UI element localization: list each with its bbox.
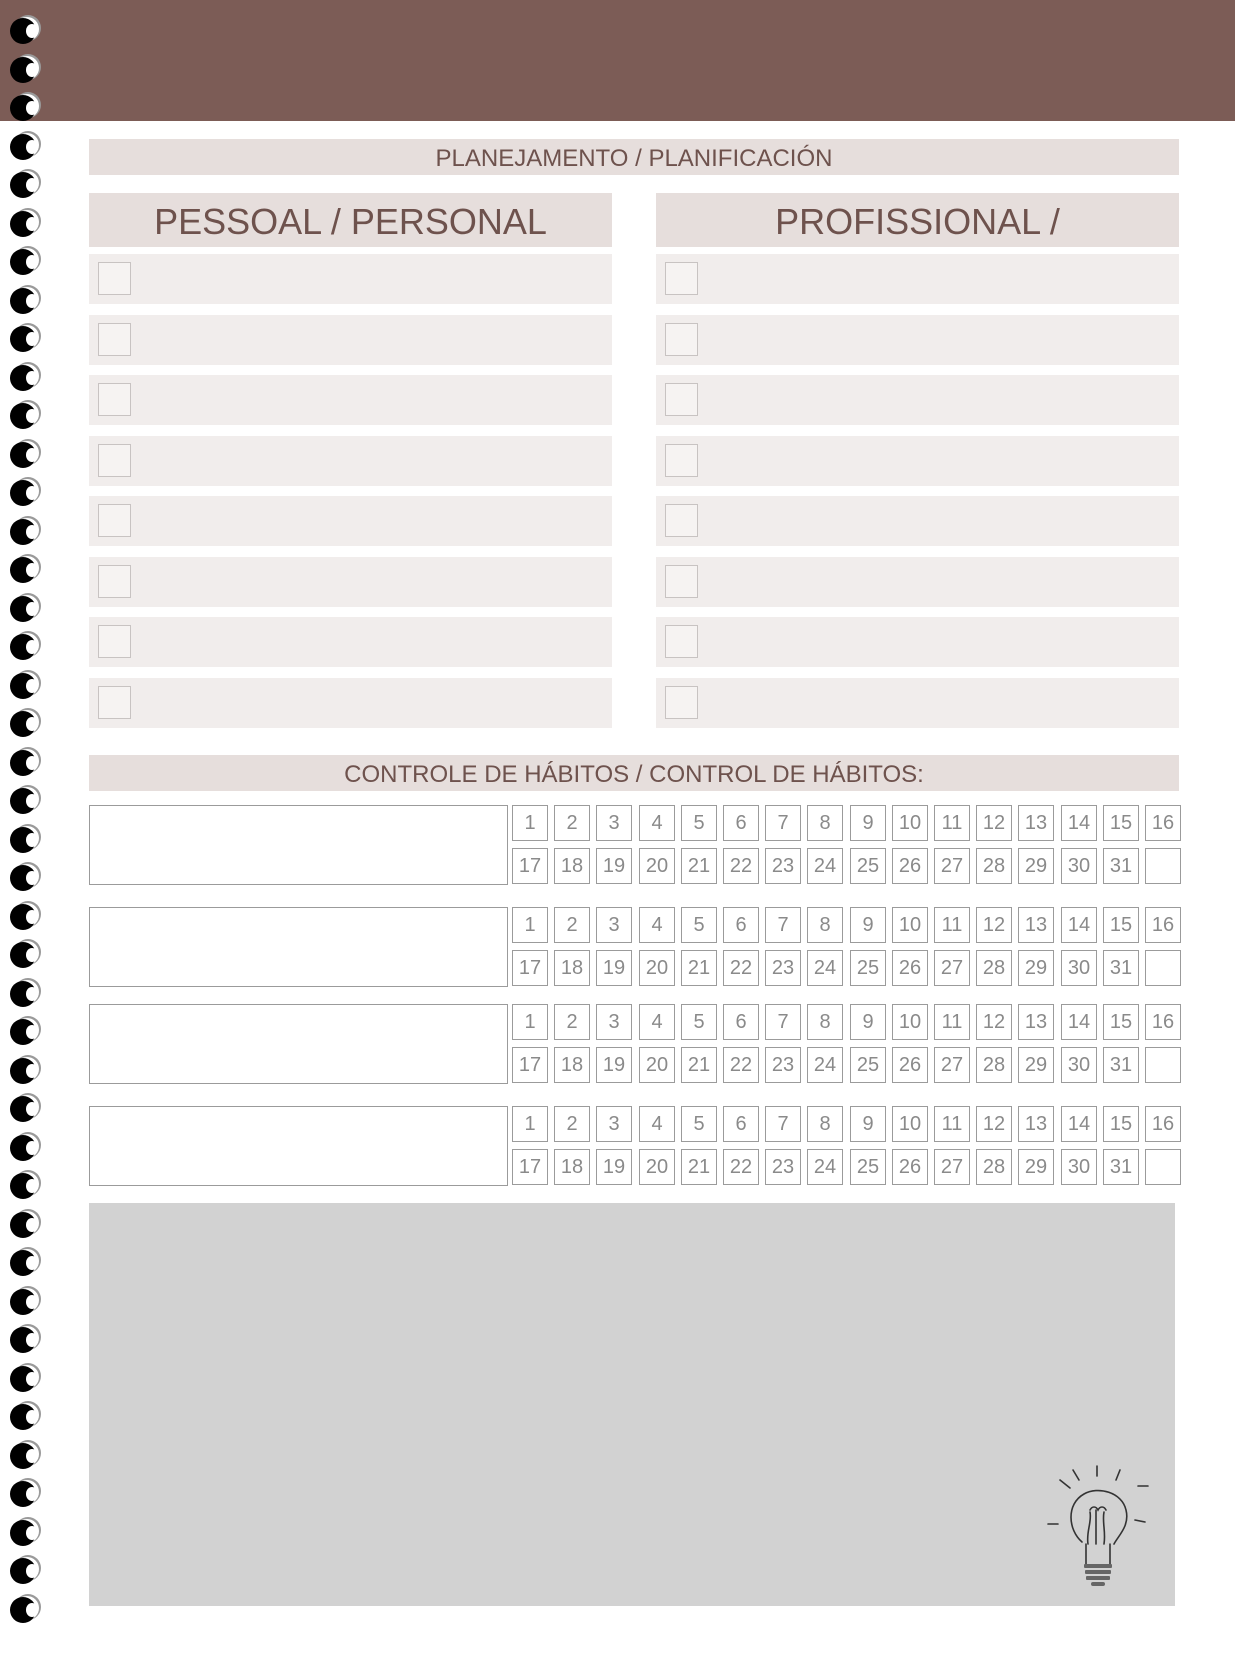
habit-day-cell[interactable]: 30: [1061, 1149, 1097, 1185]
habit-name-field[interactable]: [89, 805, 508, 885]
habit-day-cell[interactable]: 30: [1061, 848, 1097, 884]
habit-day-cell[interactable]: 18: [554, 1149, 590, 1185]
habit-day-cell[interactable]: 20: [639, 1047, 675, 1083]
spiral-ring: [10, 1212, 36, 1238]
spiral-ring: [10, 557, 36, 583]
habit-day-cell[interactable]: 3: [596, 1004, 632, 1040]
habit-tracker-row: [89, 907, 1179, 989]
spiral-ring: [10, 1173, 36, 1199]
habit-day-cell[interactable]: 23: [765, 848, 801, 884]
habit-day-cell[interactable]: 10: [892, 1004, 928, 1040]
habit-day-cell[interactable]: 31: [1103, 1149, 1139, 1185]
habit-day-cell[interactable]: 19: [596, 950, 632, 986]
habit-day-cell[interactable]: 26: [892, 848, 928, 884]
task-checkbox[interactable]: [98, 565, 131, 598]
habit-day-cell[interactable]: 24: [807, 1149, 843, 1185]
habit-day-cell[interactable]: 1: [512, 805, 548, 841]
spiral-ring: [10, 134, 36, 160]
spiral-ring: [10, 942, 36, 968]
habit-day-cell[interactable]: 16: [1145, 1106, 1181, 1142]
habit-day-cell[interactable]: 20: [639, 848, 675, 884]
habit-day-cell[interactable]: 1: [512, 1106, 548, 1142]
task-checkbox[interactable]: [98, 383, 131, 416]
task-checkbox[interactable]: [665, 323, 698, 356]
habit-day-cell[interactable]: 27: [934, 950, 970, 986]
habit-day-cell[interactable]: 18: [554, 848, 590, 884]
habit-day-cell[interactable]: 19: [596, 848, 632, 884]
habit-day-cell[interactable]: 23: [765, 950, 801, 986]
habit-day-cell[interactable]: 16: [1145, 907, 1181, 943]
habit-day-cell[interactable]: 7: [765, 1106, 801, 1142]
task-row[interactable]: [89, 678, 612, 728]
spiral-ring: [10, 904, 36, 930]
spiral-ring: [10, 403, 36, 429]
task-row[interactable]: [89, 254, 612, 304]
habit-day-cell[interactable]: 12: [976, 805, 1012, 841]
habit-day-cell[interactable]: 30: [1061, 950, 1097, 986]
task-checkbox[interactable]: [98, 323, 131, 356]
habit-day-cell[interactable]: 6: [723, 1106, 759, 1142]
habit-tracker-row: [89, 1106, 1179, 1188]
habit-day-cell[interactable]: 25: [850, 950, 886, 986]
spiral-ring: [10, 673, 36, 699]
habit-day-cell[interactable]: 28: [976, 848, 1012, 884]
habit-day-cell[interactable]: 18: [554, 950, 590, 986]
spiral-ring: [10, 981, 36, 1007]
task-row[interactable]: [656, 617, 1179, 667]
habit-day-cell[interactable]: 23: [765, 1047, 801, 1083]
spiral-ring: [10, 634, 36, 660]
habit-day-cell[interactable]: 24: [807, 1047, 843, 1083]
habit-day-cell[interactable]: 6: [723, 907, 759, 943]
habit-day-cell[interactable]: 24: [807, 848, 843, 884]
spiral-ring: [10, 95, 36, 121]
habit-day-cell[interactable]: 3: [596, 907, 632, 943]
lightbulb-icon: [1040, 1464, 1160, 1594]
habit-day-cell[interactable]: 1: [512, 1004, 548, 1040]
habit-day-cell[interactable]: 9: [850, 1004, 886, 1040]
habit-day-cell[interactable]: 12: [976, 907, 1012, 943]
habit-day-cell[interactable]: 14: [1061, 805, 1097, 841]
habit-day-cell[interactable]: 11: [934, 1106, 970, 1142]
habit-day-cell[interactable]: 27: [934, 848, 970, 884]
habit-day-cell[interactable]: 11: [934, 805, 970, 841]
habit-day-cell[interactable]: 21: [681, 1047, 717, 1083]
spiral-binding: [10, 0, 46, 1662]
habit-day-cell[interactable]: 26: [892, 1149, 928, 1185]
spiral-ring: [10, 1443, 36, 1469]
habit-day-cell[interactable]: 9: [850, 805, 886, 841]
habit-day-cell[interactable]: 21: [681, 848, 717, 884]
spiral-ring: [10, 596, 36, 622]
habit-day-cell[interactable]: 3: [596, 805, 632, 841]
task-row[interactable]: [89, 436, 612, 486]
task-checkbox[interactable]: [98, 504, 131, 537]
task-checkbox[interactable]: [665, 686, 698, 719]
spiral-ring: [10, 1096, 36, 1122]
habit-day-cell[interactable]: 13: [1018, 1004, 1054, 1040]
habit-day-cell[interactable]: 20: [639, 950, 675, 986]
habit-day-cell[interactable]: 20: [639, 1149, 675, 1185]
spiral-ring: [10, 1019, 36, 1045]
task-row[interactable]: [656, 254, 1179, 304]
task-checkbox[interactable]: [665, 383, 698, 416]
habit-day-cell[interactable]: 9: [850, 1106, 886, 1142]
habit-day-cell[interactable]: 22: [723, 848, 759, 884]
habit-day-cell[interactable]: 29: [1018, 1047, 1054, 1083]
spiral-ring: [10, 1058, 36, 1084]
habit-day-cell[interactable]: [1145, 950, 1181, 986]
habit-day-cell[interactable]: 27: [934, 1149, 970, 1185]
habit-day-cell[interactable]: 2: [554, 907, 590, 943]
spiral-ring: [10, 326, 36, 352]
habit-day-cell[interactable]: 30: [1061, 1047, 1097, 1083]
spiral-ring: [10, 18, 36, 44]
personal-column-title: PESSOAL / PERSONAL: [89, 193, 612, 247]
habit-day-cell[interactable]: 4: [639, 1004, 675, 1040]
habit-day-cell[interactable]: 10: [892, 1106, 928, 1142]
spiral-ring: [10, 1327, 36, 1353]
task-checkbox[interactable]: [665, 504, 698, 537]
spiral-ring: [10, 442, 36, 468]
habit-day-cell[interactable]: 28: [976, 1047, 1012, 1083]
task-row[interactable]: [656, 557, 1179, 607]
spiral-ring: [10, 57, 36, 83]
habit-day-cell[interactable]: [1145, 1047, 1181, 1083]
task-row[interactable]: [656, 678, 1179, 728]
spiral-ring: [10, 827, 36, 853]
header-bar: [0, 0, 1235, 121]
habit-day-cell[interactable]: 11: [934, 1004, 970, 1040]
habit-day-cell[interactable]: 29: [1018, 950, 1054, 986]
habit-day-cell[interactable]: 25: [850, 1047, 886, 1083]
spiral-ring: [10, 211, 36, 237]
task-row[interactable]: [89, 315, 612, 365]
task-checkbox[interactable]: [98, 262, 131, 295]
habit-day-cell[interactable]: 7: [765, 1004, 801, 1040]
spiral-ring: [10, 480, 36, 506]
habit-day-cell[interactable]: 22: [723, 1047, 759, 1083]
spiral-ring: [10, 519, 36, 545]
spiral-ring: [10, 1558, 36, 1584]
habit-day-cell[interactable]: 19: [596, 1047, 632, 1083]
habit-day-cell[interactable]: [1145, 848, 1181, 884]
habit-day-cell[interactable]: 5: [681, 805, 717, 841]
spiral-ring: [10, 288, 36, 314]
habit-day-cell[interactable]: 10: [892, 805, 928, 841]
habit-day-cell[interactable]: 2: [554, 1106, 590, 1142]
task-checkbox[interactable]: [665, 262, 698, 295]
planning-title: PLANEJAMENTO / PLANIFICACIÓN: [89, 139, 1179, 175]
task-row[interactable]: [89, 375, 612, 425]
habit-day-cell[interactable]: 26: [892, 1047, 928, 1083]
habit-day-cell[interactable]: 21: [681, 1149, 717, 1185]
habit-day-cell[interactable]: 24: [807, 950, 843, 986]
habit-day-cell[interactable]: 8: [807, 805, 843, 841]
habit-day-cell[interactable]: 26: [892, 950, 928, 986]
habit-day-cell[interactable]: 4: [639, 907, 675, 943]
habit-day-cell[interactable]: 18: [554, 1047, 590, 1083]
habit-day-cell[interactable]: 13: [1018, 805, 1054, 841]
task-checkbox[interactable]: [665, 444, 698, 477]
habit-day-cell[interactable]: 14: [1061, 1106, 1097, 1142]
spiral-ring: [10, 365, 36, 391]
habit-day-cell[interactable]: 19: [596, 1149, 632, 1185]
habit-day-cell[interactable]: 6: [723, 805, 759, 841]
task-checkbox[interactable]: [98, 686, 131, 719]
spiral-ring: [10, 1366, 36, 1392]
task-checkbox[interactable]: [665, 565, 698, 598]
task-row[interactable]: [89, 557, 612, 607]
habit-day-cell[interactable]: 2: [554, 805, 590, 841]
habit-day-cell[interactable]: 1: [512, 907, 548, 943]
habit-name-field[interactable]: [89, 907, 508, 987]
habit-day-cell[interactable]: 8: [807, 1106, 843, 1142]
spiral-ring: [10, 1597, 36, 1623]
habit-tracker-row: [89, 805, 1179, 887]
habit-day-cell[interactable]: 3: [596, 1106, 632, 1142]
habit-day-cell[interactable]: 5: [681, 907, 717, 943]
habit-day-cell[interactable]: 29: [1018, 1149, 1054, 1185]
habit-day-cell[interactable]: 16: [1145, 805, 1181, 841]
habit-day-cell[interactable]: 6: [723, 1004, 759, 1040]
habit-tracker-row: [89, 1004, 1179, 1086]
habit-day-cell[interactable]: 5: [681, 1004, 717, 1040]
spiral-ring: [10, 1481, 36, 1507]
habit-day-cell[interactable]: 8: [807, 907, 843, 943]
habit-day-cell[interactable]: 31: [1103, 1047, 1139, 1083]
habit-day-cell[interactable]: 13: [1018, 1106, 1054, 1142]
habit-day-cell[interactable]: 15: [1103, 1004, 1139, 1040]
habit-day-cell[interactable]: 27: [934, 1047, 970, 1083]
spiral-ring: [10, 1289, 36, 1315]
spiral-ring: [10, 1520, 36, 1546]
task-checkbox[interactable]: [665, 625, 698, 658]
habit-day-cell[interactable]: 8: [807, 1004, 843, 1040]
habit-day-cell[interactable]: 15: [1103, 805, 1139, 841]
habit-day-cell[interactable]: 28: [976, 1149, 1012, 1185]
habit-day-cell[interactable]: 17: [512, 950, 548, 986]
habit-name-field[interactable]: [89, 1106, 508, 1186]
task-row[interactable]: [656, 315, 1179, 365]
habit-name-field[interactable]: [89, 1004, 508, 1084]
habit-day-cell[interactable]: 10: [892, 907, 928, 943]
spiral-ring: [10, 750, 36, 776]
habit-day-cell[interactable]: 5: [681, 1106, 717, 1142]
task-row[interactable]: [89, 496, 612, 546]
habit-day-cell[interactable]: 22: [723, 950, 759, 986]
spiral-ring: [10, 865, 36, 891]
habit-day-cell[interactable]: 2: [554, 1004, 590, 1040]
habit-day-cell[interactable]: 31: [1103, 950, 1139, 986]
professional-column-title: PROFISSIONAL /: [656, 193, 1179, 247]
habit-day-cell[interactable]: 7: [765, 907, 801, 943]
task-row[interactable]: [656, 496, 1179, 546]
spiral-ring: [10, 1250, 36, 1276]
habit-day-cell[interactable]: 31: [1103, 848, 1139, 884]
habit-day-cell[interactable]: 17: [512, 848, 548, 884]
task-checkbox[interactable]: [98, 444, 131, 477]
habit-day-cell[interactable]: 21: [681, 950, 717, 986]
spiral-ring: [10, 249, 36, 275]
habit-day-cell[interactable]: 14: [1061, 907, 1097, 943]
habit-day-cell[interactable]: 17: [512, 1149, 548, 1185]
habit-day-cell[interactable]: 9: [850, 907, 886, 943]
spiral-ring: [10, 1404, 36, 1430]
habit-day-cell[interactable]: 14: [1061, 1004, 1097, 1040]
habit-day-cell[interactable]: 17: [512, 1047, 548, 1083]
habit-day-cell[interactable]: 29: [1018, 848, 1054, 884]
habits-title: CONTROLE DE HÁBITOS / CONTROL DE HÁBITOS:: [89, 755, 1179, 791]
task-row[interactable]: [656, 436, 1179, 486]
habit-day-cell[interactable]: 15: [1103, 1106, 1139, 1142]
notes-area[interactable]: [89, 1203, 1175, 1606]
habit-day-cell[interactable]: 11: [934, 907, 970, 943]
spiral-ring: [10, 711, 36, 737]
habit-day-cell[interactable]: 15: [1103, 907, 1139, 943]
spiral-ring: [10, 172, 36, 198]
spiral-ring: [10, 788, 36, 814]
habit-day-cell[interactable]: 12: [976, 1004, 1012, 1040]
task-row[interactable]: [656, 375, 1179, 425]
habit-day-cell[interactable]: 23: [765, 1149, 801, 1185]
habit-day-cell[interactable]: 22: [723, 1149, 759, 1185]
habit-day-cell[interactable]: 12: [976, 1106, 1012, 1142]
habit-day-cell[interactable]: 4: [639, 1106, 675, 1142]
habit-day-cell[interactable]: 13: [1018, 907, 1054, 943]
habit-day-cell[interactable]: 28: [976, 950, 1012, 986]
task-checkbox[interactable]: [98, 625, 131, 658]
habit-day-cell[interactable]: 25: [850, 1149, 886, 1185]
task-row[interactable]: [89, 617, 612, 667]
habit-day-cell[interactable]: [1145, 1149, 1181, 1185]
habit-day-cell[interactable]: 7: [765, 805, 801, 841]
habit-day-cell[interactable]: 25: [850, 848, 886, 884]
spiral-ring: [10, 1135, 36, 1161]
habit-day-cell[interactable]: 4: [639, 805, 675, 841]
habit-day-cell[interactable]: 16: [1145, 1004, 1181, 1040]
